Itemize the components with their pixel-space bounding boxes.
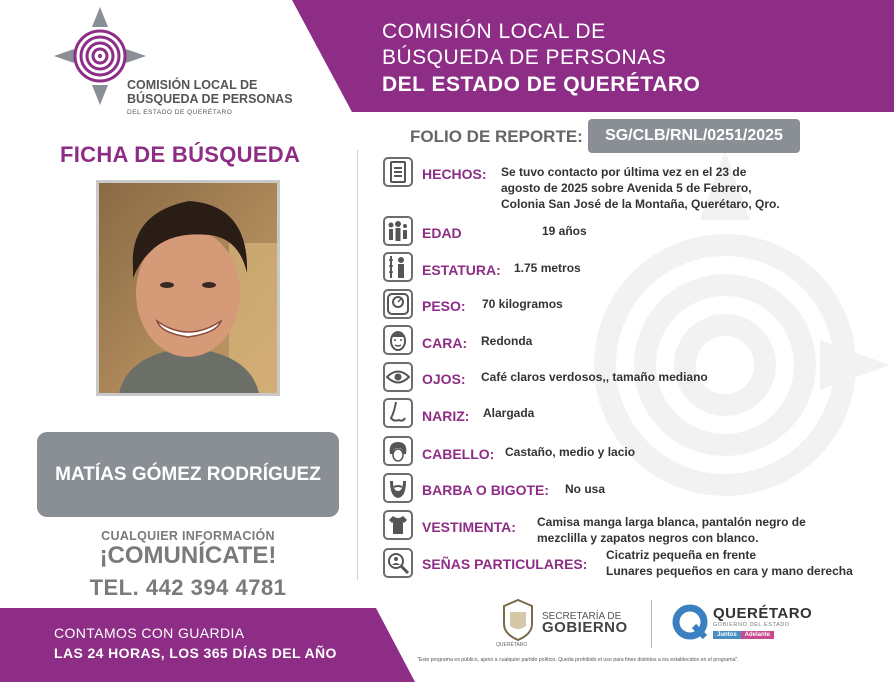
edad-label: EDAD xyxy=(422,225,462,241)
adelante-pill: Adelante xyxy=(741,631,774,639)
gobierno-wordmark: SECRETARÍA DE GOBIERNO xyxy=(542,611,628,636)
queretaro-government-logo: QUERÉTARO GOBIERNO DEL ESTADO Juntos Adelante xyxy=(713,605,813,638)
banner-line-2: BÚSQUEDA DE PERSONAS xyxy=(382,46,667,69)
bottom-banner-line-2: LAS 24 HORAS, LOS 365 DÍAS DEL AÑO xyxy=(54,645,337,661)
seal-caption: QUERÉTARO xyxy=(496,642,528,648)
state-seal-icon xyxy=(498,598,538,646)
ojos-label: OJOS: xyxy=(422,371,466,387)
beard-icon xyxy=(383,473,413,503)
contact-prompt: CUALQUIER INFORMACIÓN xyxy=(101,529,275,543)
senas-value: Cicatriz pequeña en frente Lunares pequeños en cara y mano derecha xyxy=(606,548,853,578)
logo-wordmark: COMISIÓN LOCAL DE BÚSQUEDA DE PERSONAS DEL ESTADO DE QUERÉTARO xyxy=(127,78,293,116)
banner-line-1: COMISIÓN LOCAL DE xyxy=(382,20,606,43)
contact-phone[interactable]: TEL. 442 394 4781 xyxy=(89,575,287,600)
clothing-icon xyxy=(383,510,413,540)
eye-icon xyxy=(383,362,413,392)
vestimenta-value: Camisa manga larga blanca, pantalón negro de mezclilla y zapatos negros con blanco. xyxy=(537,515,806,545)
edad-value: 19 años xyxy=(542,224,587,238)
cara-label: CARA: xyxy=(422,335,468,351)
column-divider xyxy=(357,150,358,580)
ficha-title: FICHA DE BÚSQUEDA xyxy=(60,142,301,167)
legal-disclaimer: "Este programa es público, ajeno a cualquier partido político. Queda prohibido el uso para fines distintos a los establecidos en el programa". xyxy=(417,657,739,663)
barba-value: No usa xyxy=(565,482,606,496)
magnifier-person-icon xyxy=(383,548,413,578)
cabello-label: CABELLO: xyxy=(422,446,495,462)
banner-line-3: DEL ESTADO DE QUERÉTARO xyxy=(382,73,701,96)
hechos-value: Se tuvo contacto por última vez en el 23 de agosto de 2025 sobre Avenida 5 de Febrero, Colonia San José de la Montaña, Querétaro, Qro. xyxy=(501,165,780,211)
bottom-banner-line-1: CONTAMOS CON GUARDIA xyxy=(54,625,245,641)
scale-icon xyxy=(383,289,413,319)
height-icon xyxy=(383,252,413,282)
hair-icon xyxy=(383,436,413,466)
vestimenta-label: VESTIMENTA: xyxy=(422,519,516,535)
folio-value: SG/CLB/RNL/0251/2025 xyxy=(588,119,800,153)
nariz-label: NARIZ: xyxy=(422,408,470,424)
folio-label: FOLIO DE REPORTE: xyxy=(410,127,583,146)
senas-label: SEÑAS PARTICULARES: xyxy=(422,556,588,572)
missing-person-photo xyxy=(96,180,280,396)
ojos-value: Café claros verdosos,, tamaño mediano xyxy=(481,370,708,384)
face-icon xyxy=(383,325,413,355)
nose-icon xyxy=(383,398,413,428)
estatura-value: 1.75 metros xyxy=(514,261,581,275)
document-icon xyxy=(383,157,413,187)
juntos-pill: Juntos xyxy=(713,631,741,639)
contact-callout: ¡COMUNÍCATE! xyxy=(99,542,277,569)
cara-value: Redonda xyxy=(481,334,533,348)
estatura-label: ESTATURA: xyxy=(422,262,501,278)
person-name: MATÍAS GÓMEZ RODRÍGUEZ xyxy=(37,432,339,517)
hechos-label: HECHOS: xyxy=(422,166,487,182)
footer-separator xyxy=(651,600,652,648)
peso-value: 70 kilogramos xyxy=(482,297,563,311)
queretaro-q-icon xyxy=(672,604,708,640)
barba-label: BARBA O BIGOTE: xyxy=(422,482,550,498)
nariz-value: Alargada xyxy=(483,406,535,420)
peso-label: PESO: xyxy=(422,298,466,314)
cabello-value: Castaño, medio y lacio xyxy=(505,445,636,459)
people-age-icon xyxy=(383,216,413,246)
